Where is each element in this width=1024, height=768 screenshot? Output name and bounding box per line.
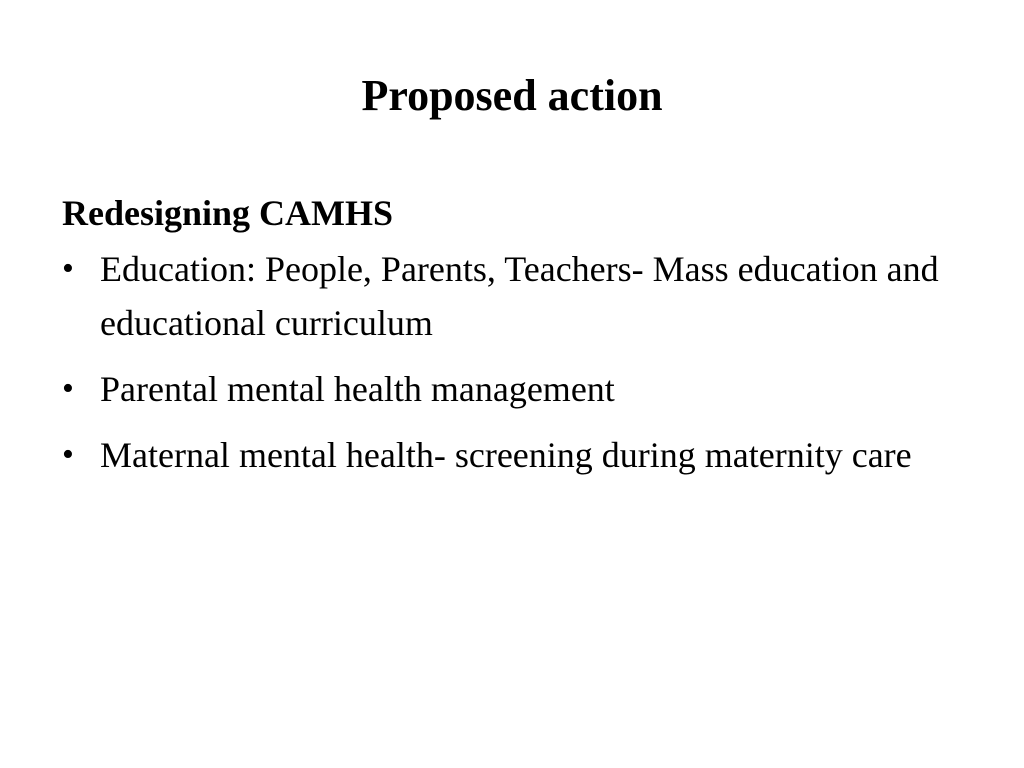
bullet-text: Education: People, Parents, Teachers- Mass education and educational curriculum	[100, 249, 939, 343]
bullet-item-education	[62, 242, 962, 350]
section-heading: Redesigning CAMHS	[62, 193, 394, 233]
bullet-text: Maternal mental health- screening during maternity care	[100, 435, 912, 475]
bullet-icon: •	[62, 370, 74, 407]
slide-title: Proposed action	[361, 71, 663, 120]
slide-content	[62, 188, 962, 494]
bullet-list	[62, 242, 962, 482]
bullet-icon: •	[62, 250, 74, 287]
bullet-item-parental-health	[62, 362, 962, 416]
bullet-item-maternal-health	[62, 428, 962, 482]
bullet-text: Parental mental health management	[100, 369, 615, 409]
bullet-icon: •	[62, 436, 74, 473]
